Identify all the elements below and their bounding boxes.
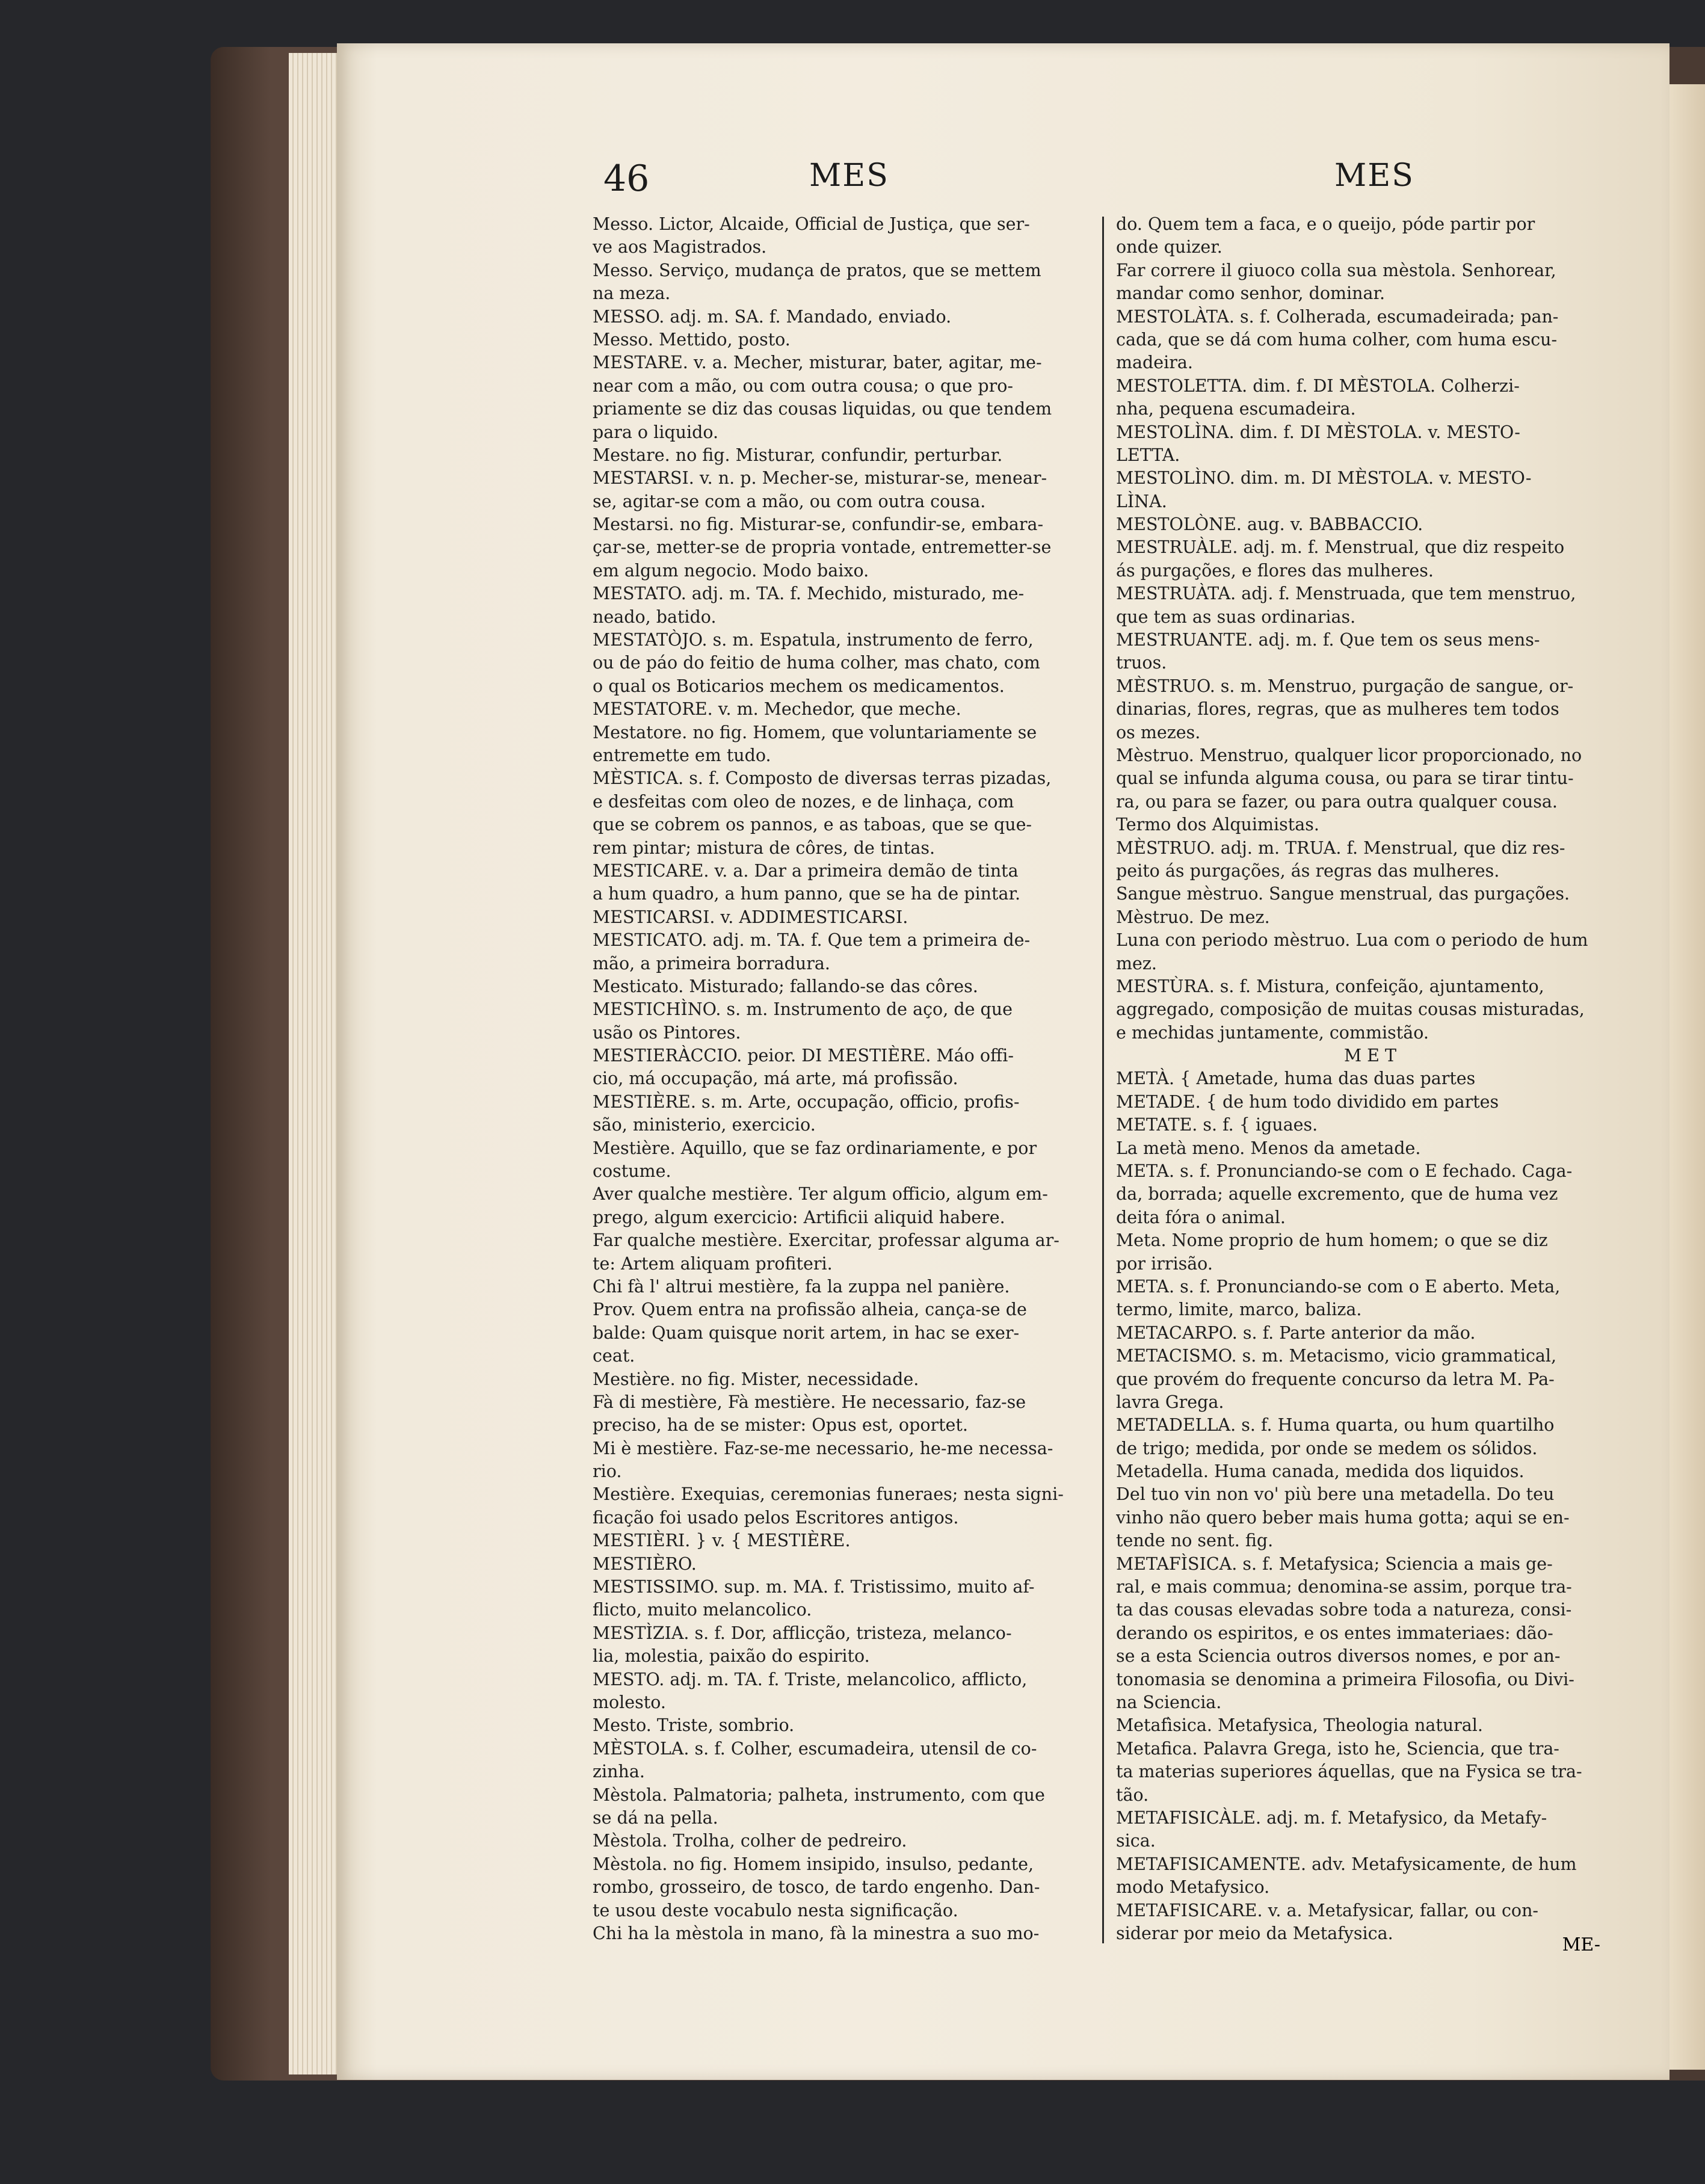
- text-line: Far correre il giuoco colla sua mèstola. Senhorear,: [1116, 260, 1556, 280]
- text-line: MESSO. adj. m. SA. f. Mandado, enviado.: [593, 306, 952, 327]
- text-line: qual se infunda alguma cousa, ou para se tirar tintu-: [1116, 768, 1574, 789]
- text-line: siderar por meio da Metafysica.: [1116, 1923, 1393, 1943]
- text-line: nha, pequena escumadeira.: [1116, 399, 1356, 419]
- text-line: costume.: [593, 1161, 671, 1182]
- text-line: Luna con periodo mèstruo. Lua com o periodo de hum: [1116, 930, 1588, 951]
- text-line: mez.: [1116, 953, 1157, 973]
- column-divider: [1102, 217, 1104, 1943]
- text-line: MÈSTICA. s. f. Composto de diversas terras pizadas,: [593, 768, 1052, 789]
- text-line: deita fóra o animal.: [1116, 1207, 1286, 1227]
- text-line: Mèstola. no fig. Homem insipido, insulso, pedante,: [593, 1854, 1034, 1874]
- text-line: Aver qualche mestière. Ter algum officio, algum em-: [593, 1184, 1048, 1205]
- text-line: Mestière. Exequias, ceremonias funeraes; nesta signi-: [593, 1484, 1064, 1505]
- text-line: MESTOLETTA. dim. f. DI MÈSTOLA. Colherzi-: [1116, 375, 1520, 396]
- running-head-left: MES: [809, 158, 889, 194]
- text-line: MESTÌZIA. s. f. Dor, afflicção, tristeza, melanco-: [593, 1623, 1012, 1643]
- text-line: que se cobrem os pannos, e as taboas, que se que-: [593, 815, 1032, 835]
- text-line: Mestare. no fig. Misturar, confundir, perturbar.: [593, 445, 1003, 465]
- text-line: MESTRUANTE. adj. m. f. Que tem os seus mens-: [1116, 630, 1540, 650]
- text-line: os mezes.: [1116, 722, 1201, 742]
- text-line: çar-se, metter-se de propria vontade, entremetter-se: [593, 537, 1052, 558]
- text-line: Chi ha la mèstola in mano, fà la minestra a suo mo-: [593, 1923, 1040, 1943]
- text-line: METATE. s. f. { iguaes.: [1116, 1115, 1318, 1135]
- text-line: são, ministerio, exercicio.: [593, 1115, 816, 1135]
- text-line: M E T: [1343, 1046, 1397, 1066]
- text-line: METÀ. { Ametade, huma das duas partes: [1116, 1069, 1476, 1089]
- text-line: METACISMO. s. m. Metacismo, vicio grammatical,: [1116, 1346, 1557, 1366]
- text-line: rombo, grosseiro, de tosco, de tardo engenho. Dan-: [593, 1877, 1040, 1898]
- text-line: Mesto. Triste, sombrio.: [593, 1715, 795, 1736]
- text-line: near com a mão, ou com outra cousa; o que pro-: [593, 375, 1014, 396]
- text-line: de trigo; medida, por onde se medem os sólidos.: [1116, 1438, 1538, 1458]
- text-line: MÈSTOLA. s. f. Colher, escumadeira, utensil de co-: [593, 1738, 1037, 1759]
- text-line: Mestarsi. no fig. Misturar-se, confundir-se, embara-: [593, 514, 1044, 535]
- left-column: [593, 213, 1090, 1945]
- text-line: neado, batido.: [593, 606, 717, 627]
- text-line: termo, limite, marco, baliza.: [1116, 1300, 1362, 1320]
- text-line: ás purgações, e flores das mulheres.: [1116, 560, 1434, 581]
- text-line: METAFISICÀLE. adj. m. f. Metafysico, da Metafy-: [1116, 1807, 1547, 1828]
- text-line: ral, e mais commua; denomina-se assim, porque tra-: [1116, 1577, 1572, 1597]
- text-line: ra, ou para se fazer, ou para outra qualquer cousa.: [1116, 791, 1558, 812]
- text-line: Metadella. Huma canada, medida dos liquidos.: [1116, 1461, 1525, 1482]
- text-line: LÌNA.: [1116, 491, 1167, 511]
- text-line: MESTARE. v. a. Mecher, misturar, bater, agitar, me-: [593, 353, 1042, 373]
- text-line: prego, algum exercicio: Artificii aliquid habere.: [593, 1207, 1005, 1227]
- text-line: Mèstola. Trolha, colher de pedreiro.: [593, 1831, 907, 1851]
- text-line: que provém do frequente concurso da letra M. Pa-: [1116, 1369, 1555, 1389]
- text-line: METADELLA. s. f. Huma quarta, ou hum quartilho: [1116, 1415, 1555, 1436]
- text-line: te: Artem aliquam profiteri.: [593, 1253, 833, 1274]
- text-line: usão os Pintores.: [593, 1022, 741, 1043]
- text-line: META. s. f. Pronunciando-se com o E fechado. Caga-: [1116, 1161, 1573, 1182]
- next-page-edge: [1670, 84, 1705, 2070]
- text-line: tão.: [1116, 1785, 1149, 1805]
- text-line: Messo. Serviço, mudança de pratos, que se mettem: [593, 260, 1041, 280]
- text-line: MESTATO. adj. m. TA. f. Mechido, misturado, me-: [593, 584, 1025, 604]
- text-line: cada, que se dá com huma colher, com huma escu-: [1116, 329, 1558, 350]
- text-line: dinarias, flores, regras, que as mulheres tem todos: [1116, 699, 1559, 720]
- text-line: MESTOLÀTA. s. f. Colherada, escumadeirada; pan-: [1116, 306, 1559, 327]
- text-line: Sangue mèstruo. Sangue menstrual, das purgações.: [1116, 884, 1570, 904]
- text-line: MÈSTRUO. s. m. Menstruo, purgação de sangue, or-: [1116, 676, 1574, 696]
- text-line: se dá na pella.: [593, 1807, 718, 1828]
- text-line: sica.: [1116, 1831, 1156, 1851]
- text-line: MESTOLÒNE. aug. v. BABBACCIO.: [1116, 514, 1423, 535]
- text-line: que tem as suas ordinarias.: [1116, 606, 1356, 627]
- text-line: MESTICARSI. v. ADDIMESTICARSI.: [593, 907, 908, 927]
- text-line: MESTIÈRE. s. m. Arte, occupação, officio, profis-: [593, 1091, 1020, 1112]
- running-head-right: MES: [1334, 158, 1414, 194]
- text-line: Chi fà l' altrui mestière, fa la zuppa nel panière.: [593, 1276, 1010, 1297]
- text-line: Mèstola. Palmatoria; palheta, instrumento, com que: [593, 1785, 1045, 1805]
- text-line: se a esta Sciencia outros diversos nomes, e por an-: [1116, 1646, 1561, 1667]
- right-column: [1116, 213, 1624, 1945]
- text-line: MESTARSI. v. n. p. Mecher-se, misturar-se, menear-: [593, 468, 1047, 489]
- text-line: na meza.: [593, 283, 671, 304]
- text-line: Meta. Nome proprio de hum homem; o que se diz: [1116, 1230, 1548, 1251]
- text-line: Mestatore. no fig. Homem, que voluntariamente se: [593, 722, 1037, 742]
- text-line: META. s. f. Pronunciando-se com o E aberto. Meta,: [1116, 1276, 1561, 1297]
- text-line: mandar como senhor, dominar.: [1116, 283, 1386, 304]
- text-line: ve aos Magistrados.: [593, 237, 767, 258]
- text-line: Del tuo vin non vo' più bere una metadella. Do teu: [1116, 1484, 1555, 1505]
- text-line: ta das cousas elevadas sobre toda a natureza, consi-: [1116, 1600, 1572, 1620]
- text-line: ceat.: [593, 1346, 635, 1366]
- text-line: para o liquido.: [593, 422, 719, 442]
- text-line: METAFISICAMENTE. adv. Metafysicamente, de hum: [1116, 1854, 1577, 1874]
- text-line: MESTÙRA. s. f. Mistura, confeição, ajuntamento,: [1116, 976, 1544, 996]
- text-line: MESTATORE. v. m. Mechedor, que meche.: [593, 699, 961, 720]
- text-line: MESTRUÀLE. adj. m. f. Menstrual, que diz respeito: [1116, 537, 1565, 558]
- text-line: MESTOLÌNA. dim. f. DI MÈSTOLA. v. MESTO-: [1116, 422, 1520, 442]
- text-line: METADE. { de hum todo dividido em partes: [1116, 1091, 1499, 1112]
- text-line: onde quizer.: [1116, 237, 1222, 258]
- text-line: MESTICARE. v. a. Dar a primeira demão de tinta: [593, 860, 1019, 881]
- text-line: por irrisão.: [1116, 1253, 1213, 1274]
- text-line: Mestière. no fig. Mister, necessidade.: [593, 1369, 919, 1389]
- text-line: cio, má occupação, má arte, má profissão.: [593, 1069, 958, 1089]
- text-line: MESTRUÀTA. adj. f. Menstruada, que tem menstruo,: [1116, 584, 1576, 604]
- page-number: 46: [603, 158, 650, 200]
- text-line: ficação foi usado pelos Escritores antigos.: [593, 1507, 959, 1528]
- text-line: te usou deste vocabulo nesta significação.: [593, 1900, 958, 1920]
- text-line: em algum negocio. Modo baixo.: [593, 560, 869, 581]
- text-line: Mesticato. Misturado; fallando-se das côres.: [593, 976, 978, 996]
- text-line: na Sciencia.: [1116, 1692, 1222, 1712]
- text-line: balde: Quam quisque norit artem, in hac se exer-: [593, 1322, 1020, 1343]
- text-line: MESTIERÀCCIO. peior. DI MESTIÈRE. Máo offi-: [593, 1046, 1014, 1066]
- text-line: MESTATÒJO. s. m. Espatula, instrumento de ferro,: [593, 630, 1034, 650]
- text-line: METAFISICARE. v. a. Metafysicar, fallar, ou con-: [1116, 1900, 1539, 1920]
- text-line: lia, molestia, paixão do espirito.: [593, 1646, 870, 1667]
- text-line: Mèstruo. Menstruo, qualquer licor proporcionado, no: [1116, 745, 1582, 765]
- text-line: truos.: [1116, 653, 1167, 673]
- text-line: MESTIÈRI. } v. { MESTIÈRE.: [593, 1531, 851, 1551]
- text-line: se, agitar-se com a mão, ou com outra cousa.: [593, 491, 986, 511]
- text-line: e mechidas juntamente, commistão.: [1116, 1022, 1429, 1043]
- text-line: rem pintar; mistura de côres, de tintas.: [593, 838, 936, 858]
- text-line: Termo dos Alquimistas.: [1116, 815, 1319, 835]
- text-line: zinha.: [593, 1762, 645, 1782]
- text-line: MESTICHÌNO. s. m. Instrumento de aço, de que: [593, 999, 1013, 1020]
- text-line: Mestière. Aquillo, que se faz ordinariamente, e por: [593, 1138, 1037, 1158]
- text-line: peito ás purgações, ás regras das mulheres.: [1116, 860, 1500, 881]
- text-line: METAFÌSICA. s. f. Metafysica; Sciencia a mais ge-: [1116, 1553, 1553, 1574]
- text-line: do. Quem tem a faca, e o queijo, póde partir por: [1116, 214, 1535, 234]
- text-line: aggregado, composição de muitas cousas misturadas,: [1116, 999, 1585, 1020]
- catchword: ME-: [1562, 1934, 1600, 1955]
- text-line: La metà meno. Menos da ametade.: [1116, 1138, 1421, 1158]
- text-line: Metafica. Palavra Grega, isto he, Sciencia, que tra-: [1116, 1738, 1559, 1759]
- text-line: MESTISSIMO. sup. m. MA. f. Tristissimo, muito af-: [593, 1577, 1035, 1597]
- text-line: madeira.: [1116, 353, 1193, 373]
- text-line: METACARPO. s. f. Parte anterior da mão.: [1116, 1322, 1476, 1343]
- text-line: Far qualche mestière. Exercitar, professar alguma ar-: [593, 1230, 1059, 1251]
- text-line: entremette em tudo.: [593, 745, 771, 765]
- text-line: mão, a primeira borradura.: [593, 953, 830, 973]
- text-line: preciso, ha de se mister: Opus est, oportet.: [593, 1415, 968, 1436]
- text-line: MESTO. adj. m. TA. f. Triste, melancolico, afflicto,: [593, 1669, 1028, 1689]
- text-line: tende no sent. fig.: [1116, 1531, 1274, 1551]
- text-line: Messo. Mettido, posto.: [593, 329, 791, 350]
- text-line: MESTICATO. adj. m. TA. f. Que tem a primeira de-: [593, 930, 1031, 951]
- text-line: molesto.: [593, 1692, 666, 1712]
- text-line: MÈSTRUO. adj. m. TRUA. f. Menstrual, que diz res-: [1116, 838, 1565, 858]
- text-line: vinho não quero beber mais huma gotta; aqui se en-: [1116, 1507, 1570, 1528]
- text-line: Mi è mestière. Faz-se-me necessario, he-me necessa-: [593, 1438, 1053, 1458]
- text-line: Mèstruo. De mez.: [1116, 907, 1270, 927]
- text-line: derando os espiritos, e os entes immateriaes: dão-: [1116, 1623, 1553, 1643]
- text-line: priamente se diz das cousas liquidas, ou que tendem: [593, 399, 1052, 419]
- text-line: a hum quadro, a hum panno, que se ha de pintar.: [593, 884, 1021, 904]
- text-line: LETTA.: [1116, 445, 1180, 465]
- text-line: modo Metafysico.: [1116, 1877, 1270, 1898]
- text-line: Prov. Quem entra na profissão alheia, cança-se de: [593, 1300, 1027, 1320]
- text-line: lavra Grega.: [1116, 1392, 1224, 1412]
- text-line: Fà di mestière, Fà mestière. He necessario, faz-se: [593, 1392, 1026, 1412]
- text-line: flicto, muito melancolico.: [593, 1600, 812, 1620]
- text-line: tonomasia se denomina a primeira Filosofia, ou Divi-: [1116, 1669, 1574, 1689]
- text-line: rio.: [593, 1461, 622, 1482]
- text-line: da, borrada; aquelle excremento, que de huma vez: [1116, 1184, 1558, 1205]
- text-line: ta materias superiores áquellas, que na Fysica se tra-: [1116, 1762, 1582, 1782]
- text-line: ou de páo do feitio de huma colher, mas chato, com: [593, 653, 1040, 673]
- text-line: MESTIÈRO.: [593, 1553, 697, 1574]
- text-line: Messo. Lictor, Alcaide, Official de Justiça, que ser-: [593, 214, 1030, 234]
- text-line: e desfeitas com oleo de nozes, e de linhaça, com: [593, 791, 1014, 812]
- text-line: MESTOLÌNO. dim. m. DI MÈSTOLA. v. MESTO-: [1116, 468, 1532, 489]
- text-line: o qual os Boticarios mechem os medicamentos.: [593, 676, 1005, 696]
- text-line: Metafìsica. Metafysica, Theologia natural.: [1116, 1715, 1483, 1736]
